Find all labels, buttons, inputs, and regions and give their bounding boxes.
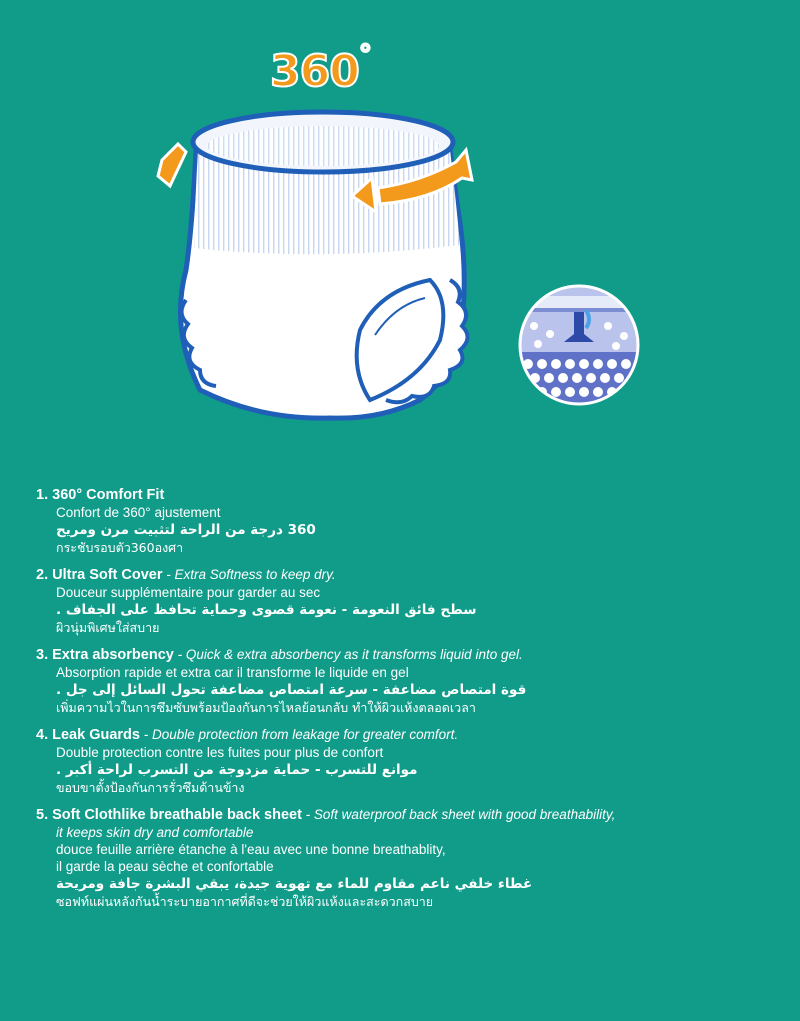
feature-tagline: - Extra Softness to keep dry.	[162, 567, 336, 582]
badge-360: 360°	[270, 40, 371, 97]
feature-arabic: موانع للتسرب - حماية مزدوجة من التسرب لراحة أكبر .	[56, 762, 418, 778]
feature-thai: ซอฟท์แผ่นหลังกันน้ำระบายอากาศที่ดีจะช่วยให้ผิวแห้งและสะดวกสบาย	[56, 894, 434, 909]
product-illustration	[0, 0, 800, 470]
pants-diaper-icon	[0, 0, 800, 470]
feature-french: Double protection contre les fuites pour plus de confort	[56, 745, 384, 760]
feature-heading	[36, 646, 776, 664]
feature-arabic: قوة امتصاص مضاعفة - سرعة امتصاص مضاعفة تحول السائل إلى جل .	[56, 682, 527, 698]
feature-title: Leak Guards	[52, 727, 140, 743]
feature-number: 4.	[36, 727, 49, 743]
feature-french: douce feuille arrière étanche à l'eau avec une bonne breathablity,	[56, 842, 446, 857]
absorbent-layer-detail-icon	[516, 282, 642, 408]
feature-thai: กระชับรอบตัว360องศา	[56, 540, 184, 555]
feature-tagline: - Double protection from leakage for greater comfort.	[139, 727, 459, 742]
feature-heading	[36, 806, 776, 824]
feature-item	[36, 646, 776, 717]
feature-tagline-continued: it keeps skin dry and comfortable	[56, 825, 254, 840]
feature-thai: เพิ่มความไวในการซึมซับพร้อมป้องกันการไหลย้อนกลับ ทำให้ผิวแห้งตลอดเวลา	[56, 700, 476, 715]
feature-item	[36, 806, 776, 911]
feature-thai: ผิวนุ่มพิเศษใส่สบาย	[56, 620, 160, 635]
feature-number: 5.	[36, 807, 49, 823]
feature-title: 360° Comfort Fit	[52, 487, 165, 503]
feature-item	[36, 726, 776, 797]
feature-arabic: سطح فائق النعومة - نعومة قصوى وحماية تحافظ على الجفاف .	[56, 602, 477, 618]
feature-item	[36, 566, 776, 637]
feature-heading	[36, 566, 776, 584]
feature-title: Soft Clothlike breathable back sheet	[52, 807, 302, 823]
feature-number: 1.	[36, 487, 49, 503]
feature-arabic: 360 درجة من الراحة لتثبيت مرن ومريح	[56, 522, 316, 538]
feature-thai: ขอบขาตั้งป้องกันการรั่วซึมด้านข้าง	[56, 780, 245, 795]
feature-number: 2.	[36, 567, 49, 583]
feature-arabic: غطاء خلفي ناعم مقاوم للماء مع تهوية جيدة، يبقي البشرة جافة ومريحة	[56, 876, 533, 892]
feature-list	[36, 486, 776, 920]
feature-tagline: - Quick & extra absorbency as it transforms liquid into gel.	[173, 647, 523, 662]
feature-heading	[36, 726, 776, 744]
feature-french-continued: il garde la peau sèche et confortable	[56, 859, 274, 874]
feature-french: Confort de 360° ajustement	[56, 505, 221, 520]
feature-heading	[36, 486, 776, 504]
feature-item	[36, 486, 776, 557]
feature-title: Ultra Soft Cover	[52, 567, 163, 583]
feature-number: 3.	[36, 647, 49, 663]
feature-french: Douceur supplémentaire pour garder au sec	[56, 585, 321, 600]
feature-title: Extra absorbency	[52, 647, 174, 663]
feature-french: Absorption rapide et extra car il transforme le liquide en gel	[56, 665, 409, 680]
feature-tagline: - Soft waterproof back sheet with good breathability,	[301, 807, 616, 822]
